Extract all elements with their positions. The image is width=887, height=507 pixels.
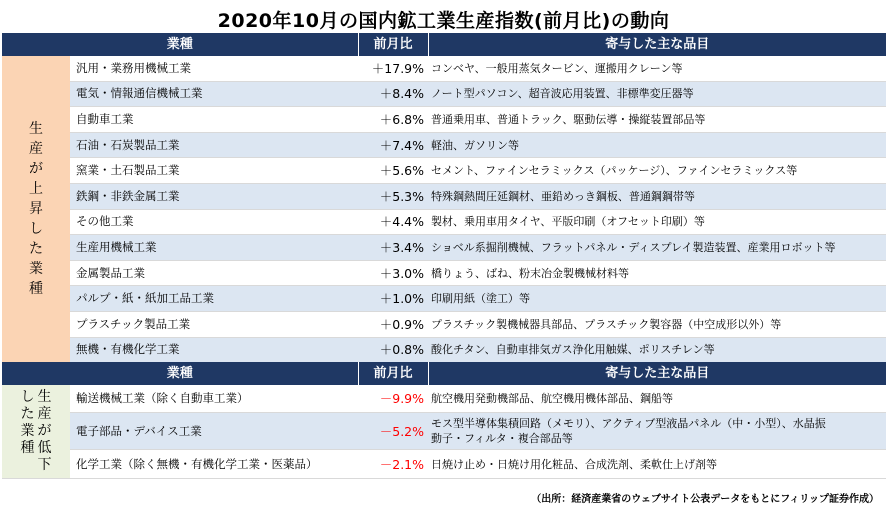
goods-cell: ショベル系掘削機械、フラットパネル・ディスプレイ製造装置、産業用ロボット等 [428,235,886,261]
goods-cell: 航空機用発動機部品、航空機用機体部品、鋼船等 [428,385,886,413]
goods-cell: 軽油、ガソリン等 [428,132,886,158]
table-row [2,260,886,286]
category-rising: 生産が上昇した業種 [2,56,70,363]
table-row [2,107,886,133]
header-goods: 寄与した主な品目 [428,33,886,56]
table-row [2,56,886,81]
goods-line: 動子・フィルタ・複合部品等 [431,432,573,445]
goods-cell: 印刷用紙（塗工）等 [428,286,886,312]
table-row [2,337,886,363]
mom-cell: －5.2% [358,413,428,450]
table-row [2,311,886,337]
table-row [2,183,886,209]
goods-cell: セメント、ファインセラミックス（パッケージ）、ファインセラミックス等 [428,158,886,184]
industry-cell: 生産用機械工業 [70,235,358,261]
goods-cell [428,413,886,450]
mom-cell: ＋4.4% [358,209,428,235]
table-row [2,209,886,235]
table-row [2,413,886,450]
industry-cell: 自動車工業 [70,107,358,133]
mom-cell: ＋17.9% [358,56,428,81]
industry-cell: 汎用・業務用機械工業 [70,56,358,81]
goods-cell: 橋りょう、ばね、粉末冶金製機械材料等 [428,260,886,286]
goods-cell: ノート型パソコン、超音波応用装置、非標準変圧器等 [428,81,886,107]
mom-cell: －9.9% [358,385,428,413]
rising-industries-table [2,33,886,363]
goods-cell: 特殊鋼熱間圧延鋼材、亜鉛めっき鋼板、普通鋼鋼帯等 [428,183,886,209]
mom-cell: ＋3.4% [358,235,428,261]
table-header [2,362,886,385]
mom-cell: ＋5.6% [358,158,428,184]
category-declining: 生産が低下 した業種 [2,385,70,479]
header-mom: 前月比 [358,33,428,56]
mom-cell: ＋5.3% [358,183,428,209]
header-mom: 前月比 [358,362,428,385]
industry-cell: パルプ・紙・紙加工品工業 [70,286,358,312]
goods-cell: 酸化チタン、自動車排気ガス浄化用触媒、ポリスチレン等 [428,337,886,363]
mom-cell: ＋6.8% [358,107,428,133]
industry-cell: 化学工業（除く無機・有機化学工業・医薬品） [70,450,358,479]
table-row [2,286,886,312]
declining-industries-table [2,362,886,479]
industry-cell: その他工業 [70,209,358,235]
mom-cell: －2.1% [358,450,428,479]
mom-cell: ＋1.0% [358,286,428,312]
mom-cell: ＋3.0% [358,260,428,286]
header-goods: 寄与した主な品目 [428,362,886,385]
table-row [2,132,886,158]
table-row [2,158,886,184]
goods-cell: 普通乗用車、普通トラック、駆動伝導・操縦装置部品等 [428,107,886,133]
industry-cell: 電気・情報通信機械工業 [70,81,358,107]
industry-cell: 窯業・土石製品工業 [70,158,358,184]
table-header [2,33,886,56]
industry-cell: 鉄鋼・非鉄金属工業 [70,183,358,209]
industry-cell: 電子部品・デバイス工業 [70,413,358,450]
table-row [2,235,886,261]
page-title: 2020年10月の国内鉱工業生産指数(前月比)の動向 [217,10,670,32]
goods-cell: プラスチック製機械器具部品、プラスチック製容器（中空成形以外）等 [428,311,886,337]
industry-cell: 金属製品工業 [70,260,358,286]
industry-cell: 無機・有機化学工業 [70,337,358,363]
header-industry: 業種 [2,362,358,385]
goods-line: モス型半導体集積回路（メモリ）、アクティブ型液晶パネル（中・小型）、水晶振 [431,417,826,430]
goods-cell: コンベヤ、一般用蒸気タービン、運搬用クレーン等 [428,56,886,81]
goods-cell: 日焼け止め・日焼け用化粧品、合成洗剤、柔軟仕上げ剤等 [428,450,886,479]
industry-cell: プラスチック製品工業 [70,311,358,337]
industry-cell: 石油・石炭製品工業 [70,132,358,158]
industry-cell: 輸送機械工業（除く自動車工業） [70,385,358,413]
table-row [2,385,886,413]
mom-cell: ＋8.4% [358,81,428,107]
goods-cell: 製材、乗用車用タイヤ、平版印刷（オフセット印刷）等 [428,209,886,235]
mom-cell: ＋7.4% [358,132,428,158]
source-note: （出所：経済産業省のウェブサイト公表データをもとにフィリップ証券作成） [531,494,879,505]
mom-cell: ＋0.8% [358,337,428,363]
table-row [2,450,886,479]
header-industry: 業種 [2,33,358,56]
table-row [2,81,886,107]
mom-cell: ＋0.9% [358,311,428,337]
